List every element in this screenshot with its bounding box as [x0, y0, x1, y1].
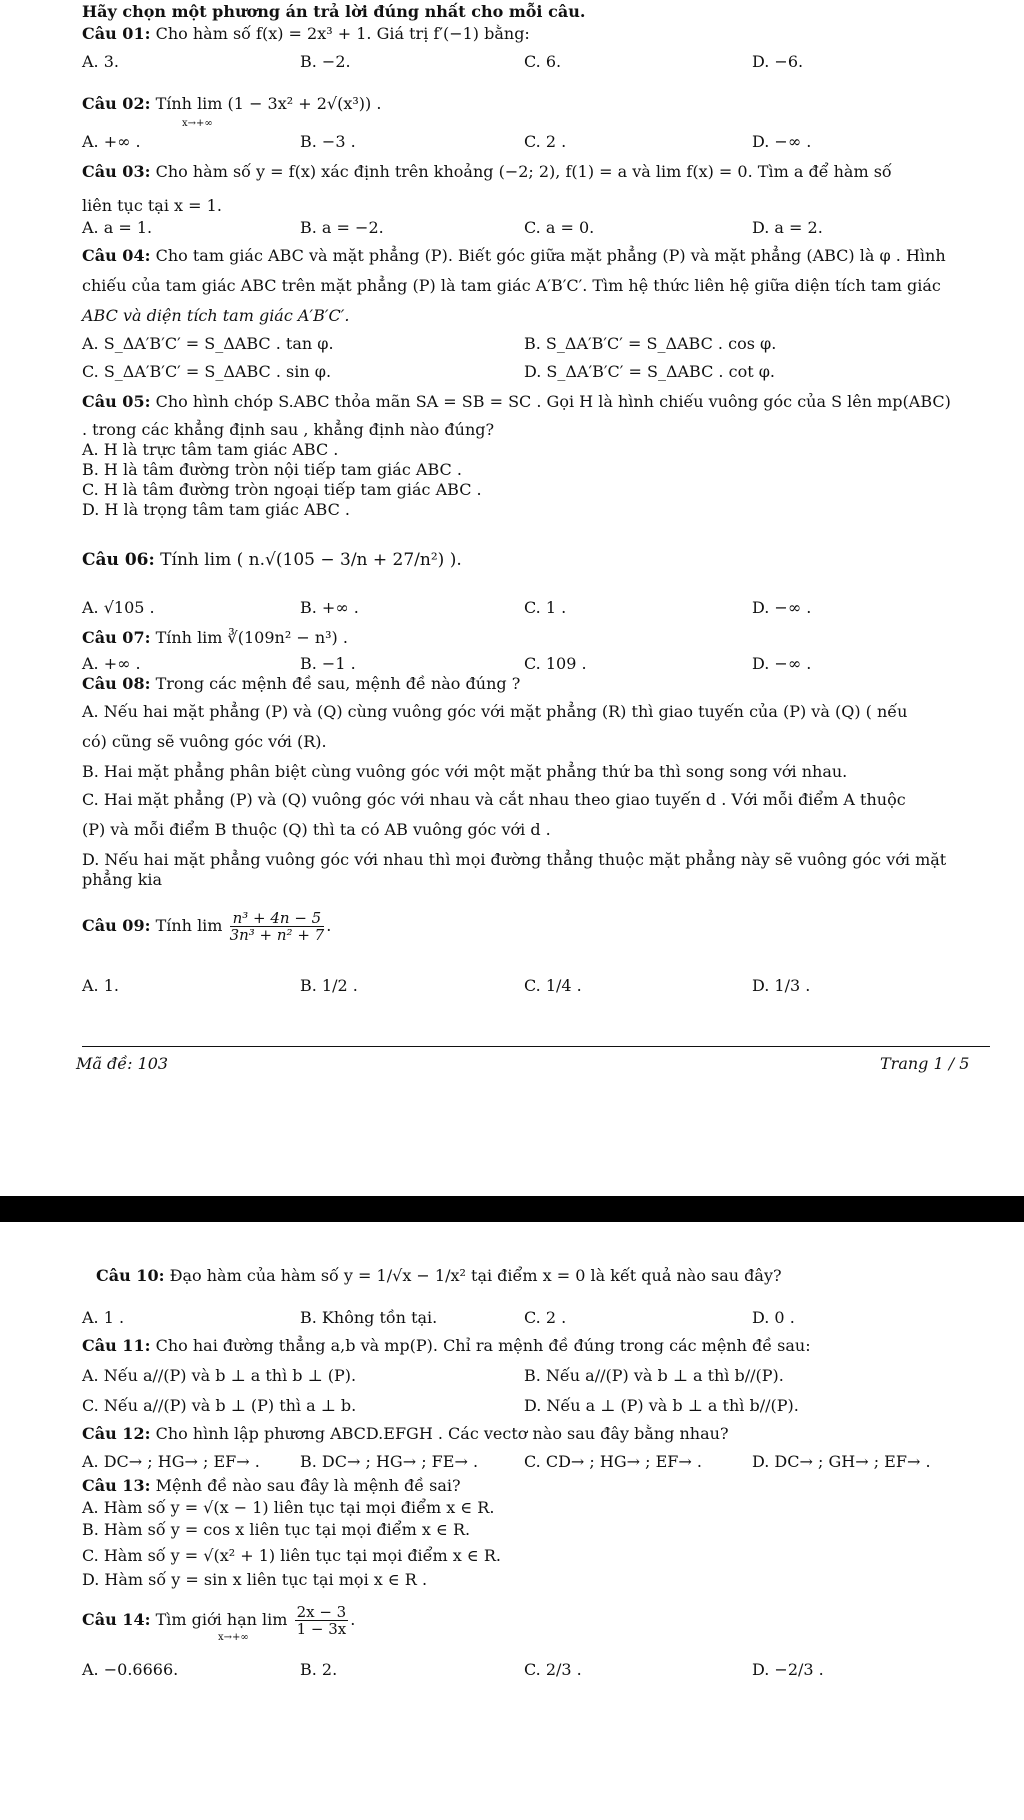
q12-option-b: B. DC→ ; HG→ ; FE→ .	[300, 1452, 479, 1471]
q9-option-c: C. 1/4 .	[524, 976, 582, 995]
q9-option-b: B. 1/2 .	[300, 976, 358, 995]
exam-code: Mã đề: 103	[76, 1054, 169, 1073]
q14-option-b: B. 2.	[300, 1660, 338, 1679]
q9-option-a: A. 1.	[82, 976, 119, 995]
q6-option-c: C. 1 .	[524, 598, 567, 617]
q4-option-a: A. S_ΔA′B′C′ = S_ΔABC . tan φ.	[82, 334, 334, 353]
instructions-header: Hãy chọn một phương án trả lời đúng nhất cho mỗi câu.	[82, 2, 586, 21]
question-11: Câu 11: Cho hai đường thẳng a,b và mp(P). Chỉ ra mệnh đề đúng trong các mệnh đề sau:	[82, 1336, 811, 1355]
q3-option-b: B. a = −2.	[300, 218, 384, 237]
q3-option-c: C. a = 0.	[524, 218, 595, 237]
q13-option-a: A. Hàm số y = √(x − 1) liên tục tại mọi điểm x ∈ R.	[82, 1498, 495, 1517]
q13-option-b: B. Hàm số y = cos x liên tục tại mọi điểm x ∈ R.	[82, 1520, 471, 1539]
q12-option-c: C. CD→ ; HG→ ; EF→ .	[524, 1452, 702, 1471]
q3-option-d: D. a = 2.	[752, 218, 823, 237]
question-14: Câu 14: Tìm giới hạn lim $\frac{2x - 3}{1 - 3x}$ .	[82, 1603, 356, 1638]
q11-option-b: B. Nếu a//(P) và b ⊥ a thì b//(P).	[524, 1366, 784, 1385]
q4-option-d: D. S_ΔA′B′C′ = S_ΔABC . cot φ.	[524, 362, 775, 381]
q10-option-a: A. 1 .	[82, 1308, 125, 1327]
question-8: Câu 08: Trong các mệnh đề sau, mệnh đề nào đúng ?	[82, 674, 521, 693]
q8-option-d: D. Nếu hai mặt phẳng vuông góc với nhau thì mọi đường thẳng thuộc mặt phẳng này sẽ vuông góc với mặt	[82, 850, 947, 869]
question-13: Câu 13: Mệnh đề nào sau đây là mệnh đề sai?	[82, 1476, 461, 1495]
q2-option-c: C. 2 .	[524, 132, 567, 151]
q5-option-a: A. H là trực tâm tam giác ABC .	[82, 440, 339, 459]
q5-option-d: D. H là trọng tâm tam giác ABC .	[82, 500, 350, 519]
question-4-line-2: chiếu của tam giác ABC trên mặt phẳng (P) là tam giác A′B′C′. Tìm hệ thức liên hệ giữa diện tích tam giác	[82, 276, 941, 295]
q7-option-b: B. −1 .	[300, 654, 356, 673]
q14-option-d: D. −2/3 .	[752, 1660, 824, 1679]
page-2	[0, 1222, 1024, 1820]
question-5-line-2: . trong các khẳng định sau , khẳng định nào đúng?	[82, 420, 495, 439]
q13-option-d: D. Hàm số y = sin x liên tục tại mọi x ∈ R .	[82, 1570, 428, 1589]
q7-option-d: D. −∞ .	[752, 654, 812, 673]
q14-option-c: C. 2/3 .	[524, 1660, 582, 1679]
question-1: Câu 01: Cho hàm số f(x) = 2x³ + 1. Giá trị f′(−1) bằng:	[82, 24, 530, 43]
q8-option-c-line-2: (P) và mỗi điểm B thuộc (Q) thì ta có AB vuông góc với d .	[82, 820, 551, 839]
q12-option-a: A. DC→ ; HG→ ; EF→ .	[82, 1452, 260, 1471]
question-2: Câu 02: Tính lim (1 − 3x² + 2√(x³)) .	[82, 94, 382, 113]
question-3: Câu 03: Cho hàm số y = f(x) xác định trên khoảng (−2; 2), f(1) = a và lim f(x) = 0. Tìm a để hàm số	[82, 162, 892, 181]
question-6: Câu 06: Tính lim ( n.√(105 − 3/n + 27/n²) ).	[82, 550, 462, 570]
q14-limit-sub: x→+∞	[218, 1632, 249, 1643]
q4-option-c: C. S_ΔA′B′C′ = S_ΔABC . sin φ.	[82, 362, 332, 381]
question-9: Câu 09: Tính lim $\frac{\text{n³ + 4n − 5}}{\text{3n³ + n² + 7}}$ .	[82, 909, 332, 944]
q1-option-a: A. 3.	[82, 52, 119, 71]
question-4-line-3: ABC và diện tích tam giác A′B′C′.	[82, 306, 350, 325]
question-7: Câu 07: Tính lim ∛(109n² − n³) .	[82, 628, 348, 647]
q1-option-b: B. −2.	[300, 52, 351, 71]
q8-option-d-line-2: phẳng kia	[82, 870, 163, 889]
q2-option-a: A. +∞ .	[82, 132, 141, 151]
question-12: Câu 12: Cho hình lập phương ABCD.EFGH . Các vectơ nào sau đây bằng nhau?	[82, 1424, 729, 1443]
question-4: Câu 04: Cho tam giác ABC và mặt phẳng (P). Biết góc giữa mặt phẳng (P) và mặt phẳng (ABC) là φ . Hình	[82, 246, 946, 265]
q8-option-c: C. Hai mặt phẳng (P) và (Q) vuông góc với nhau và cắt nhau theo giao tuyến d . Với mỗi điểm A thuộc	[82, 790, 906, 809]
q10-option-c: C. 2 .	[524, 1308, 567, 1327]
q6-option-b: B. +∞ .	[300, 598, 359, 617]
q5-option-b: B. H là tâm đường tròn nội tiếp tam giác ABC .	[82, 460, 462, 479]
q12-option-d: D. DC→ ; GH→ ; EF→ .	[752, 1452, 931, 1471]
q9-option-d: D. 1/3 .	[752, 976, 811, 995]
page-number: Trang 1 / 5	[880, 1054, 970, 1073]
q2-option-b: B. −3 .	[300, 132, 356, 151]
q6-option-a: A. √105 .	[82, 598, 155, 617]
question-3-line-2: liên tục tại x = 1.	[82, 196, 222, 215]
page-separator	[0, 1196, 1024, 1222]
q10-option-d: D. 0 .	[752, 1308, 795, 1327]
q1-option-d: D. −6.	[752, 52, 804, 71]
q4-option-b: B. S_ΔA′B′C′ = S_ΔABC . cos φ.	[524, 334, 777, 353]
q8-option-a: A. Nếu hai mặt phẳng (P) và (Q) cùng vuông góc với mặt phẳng (R) thì giao tuyến của (P) và (Q) ( nếu	[82, 702, 908, 721]
q11-option-d: D. Nếu a ⊥ (P) và b ⊥ a thì b//(P).	[524, 1396, 799, 1415]
question-5: Câu 05: Cho hình chóp S.ABC thỏa mãn SA = SB = SC . Gọi H là hình chiếu vuông góc của S lên mp(ABC)	[82, 392, 951, 411]
q5-option-c: C. H là tâm đường tròn ngoại tiếp tam giác ABC .	[82, 480, 482, 499]
q6-option-d: D. −∞ .	[752, 598, 812, 617]
q13-option-c: C. Hàm số y = √(x² + 1) liên tục tại mọi điểm x ∈ R.	[82, 1546, 501, 1565]
q8-option-a-line-2: có) cũng sẽ vuông góc với (R).	[82, 732, 327, 751]
footer-rule	[82, 1046, 990, 1047]
q14-option-a: A. −0.6666.	[82, 1660, 179, 1679]
q10-option-b: B. Không tồn tại.	[300, 1308, 438, 1327]
q2-option-d: D. −∞ .	[752, 132, 812, 151]
q11-option-c: C. Nếu a//(P) và b ⊥ (P) thì a ⊥ b.	[82, 1396, 357, 1415]
q2-limit-sub: x→+∞	[182, 118, 213, 129]
q7-option-a: A. +∞ .	[82, 654, 141, 673]
q3-option-a: A. a = 1.	[82, 218, 153, 237]
q7-option-c: C. 109 .	[524, 654, 587, 673]
q1-option-c: C. 6.	[524, 52, 562, 71]
q14-fraction: $\frac{2x - 3}{1 - 3x}$	[296, 1603, 347, 1638]
q8-option-b: B. Hai mặt phẳng phân biệt cùng vuông góc với một mặt phẳng thứ ba thì song song với nhau.	[82, 762, 848, 781]
q9-fraction: $\frac{\text{n³ + 4n − 5}}{\text{3n³ + n² + 7}}$	[229, 909, 325, 944]
q11-option-a: A. Nếu a//(P) và b ⊥ a thì b ⊥ (P).	[82, 1366, 357, 1385]
question-10: Câu 10: Đạo hàm của hàm số y = 1/√x − 1/x² tại điểm x = 0 là kết quả nào sau đây?	[96, 1266, 782, 1285]
